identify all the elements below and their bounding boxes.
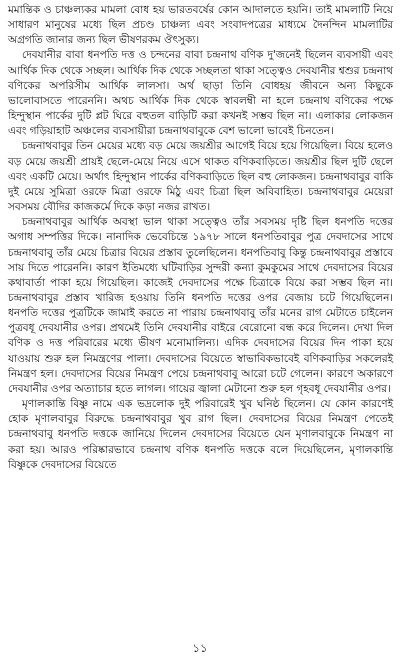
paragraph-1: মমান্তিক ও চাঞ্চল্যকর মামলা বোধ হয় ভারতবর্ষের কোন আদালতে হয়নি। তাই মামলাটি নিয়ে সাধারণ মানুষের মধ্যে ছিল প্রচণ্ড চাঞ্চল্য এবং সংবাদপত্রের মাধ্যমে দৈনন্দিন মামলাটির অগ্রগতি জানার জন্য ছিল ভীষণরকম ঔৎসুক্য। <box>8 4 393 47</box>
paragraph-5: মৃণালকান্তি বিষ্ণু নামে এক ভদ্রলোক দুই পরিবারেই খুব ঘনিষ্ঠ ছিলেন। যে কোন কারণেই হোক মৃণালবাবুর বিরুদ্ধে চন্দ্রনাথবাবুর খুব রাগ ছিল। দেবদাসের বিয়ের নিমন্ত্রণ পেতেই চন্দ্রনাথবাবু ধনপতি দত্তকে জানিয়ে দিলেন দেবদাসের বিয়েতে যেন মৃণালবাবুকে নিমন্ত্রণ না করা হয়। আরও পরিষ্কারভাবে চন্দ্রনাথ বণিক ধনপতি দত্তকে বলে দিয়েছিলেন, মৃণালকান্তি বিষ্ণুকে দেবদাসের বিয়েতে <box>8 398 393 471</box>
paragraph-2: দেবযানীর বাবা ধনপতি দত্ত ও চন্দনের বাবা চন্দ্রনাথ বণিক দু'জনেই ছিলেন ব্যবসায়ী এবং আর্থিক দিক থেকে সচ্ছল। আর্থিক দিক থেকে সচ্ছলতা থাকা সত্ত্বেও দেবযানীর শ্বশুর চন্দ্রনাথ বণিকের অপরিসীম আর্থিক লালসা। অর্থ ছাড়া তিনি বোধহয় জীবনে অন্য কিছুকে ভালোবাসতে পারেননি। অথচ আর্থিক দিক থেকে স্বাবলম্বী না হলে চন্দ্রনাথ বণিকের পক্ষে হিন্দুস্থান পার্কের দুটি প্লট ঘিরে বহুতল বাড়িটি করা কখনই সম্ভব ছিল না। এলাকার লোকজন এবং গড়িয়াহাট অঞ্চলের ব্যবসায়ীরা চন্দ্রনাথবাবুকে বেশ ভালো ভাবেই চিনতেন। <box>8 49 393 138</box>
page-number: ১১ <box>192 641 208 655</box>
paragraph-3: চন্দ্রনাথবাবুর তিন মেয়ের মধ্যে বড় মেয়ে জয়শ্রীর আগেই বিয়ে হয়ে গিয়েছিল। বিয়ে হলেও বড় মেয়ে জয়শ্রী প্রায়ই ছেলে-মেয়ে নিয়ে এসে থাকত বণিকবাড়িতে। জয়শ্রীর ছিল দুটি ছেলে এবং একটি মেয়ে। অর্থাৎ হিন্দুস্থান পার্কের বণিকবাড়িতে ছিল বহু লোকজন। চন্দ্রনাথবাবুর বাকি দুই মেয়ে সুমিত্রা ওরফে মিত্রা ওরফে মিঠু এবং চিত্রা ছিল অবিবাহিত। চন্দ্রনাথবাবুর মেয়েরা সবসময় বৌদির কাজকর্মে দিকে কড়া নজর রাখত। <box>8 140 393 214</box>
paragraph-4: চন্দ্রনাথবাবুর আর্থিক অবস্থা ভাল থাকা সত্ত্বেও তাঁর সবসময় দৃষ্টি ছিল ধনপতি দত্তের অগাধ সম্পত্তির দিকে। নানাদিক ভেবেচিন্তে ১৯৭৮ সালে ধনপতিবাবুর পুত্র দেবদাসের সাথে চন্দ্রনাথবাবু তাঁর মেয়ে চিত্রার বিয়ের প্রস্তাব তুলেছিলেন। ধনপতিবাবু কিন্তু চন্দ্রনাথবাবুর প্রস্তাবে সায় দিতে পারেননি। কারণ ইতিমধ্যে ঘটিবাড়ির সুন্দরী কন্যা কুমকুমের সাথে দেবদাসের বিয়ের কথাবার্তা পাকা হয়ে গিয়েছিল। কাজেই দেবদাসের পক্ষে চিত্রাকে বিয়ে করা সম্ভব ছিল না। চন্দ্রনাথবাবুর প্রস্তাব খারিজ হওয়ায় তিনি ধনপতি দত্তের ওপর বেজায় চটে গিয়েছিলেন। ধনপতি দত্তের পুত্রটিকে জামাই করতে না পারায় চন্দ্রনাথবাবু তাঁর মনের রাগ মেটাতে চাইলেন পুত্রবধূ দেবযানীর ওপর। প্রথমেই তিনি দেবযানীর বাইরে বেরোনো বন্ধ করে দিলেন। দেখা দিল বণিক ও দত্ত পরিবারের মধ্যে ভীষণ মনোমালিন্য। এদিক দেবদাসের বিয়ের দিন পাকা হয়ে যাওয়ায় শুরু হল নিমন্ত্রণের পালা। দেবদাসের বিয়েতে স্বাভাবিকভাবেই বণিকবাড়ির সকলেরই নিমন্ত্রণ হল। দেবদাসের বিয়ের নিমন্ত্রণ পেয়ে চন্দ্রনাথবাবু আরো চটে গেলেন। কারণে অকারণে দেবযানীর ওপর অত্যাচার হতে লাগল। গায়ের জ্বালা মেটানো শুরু হল গৃহবধূ দেবযানীর ওপর। <box>8 216 393 395</box>
